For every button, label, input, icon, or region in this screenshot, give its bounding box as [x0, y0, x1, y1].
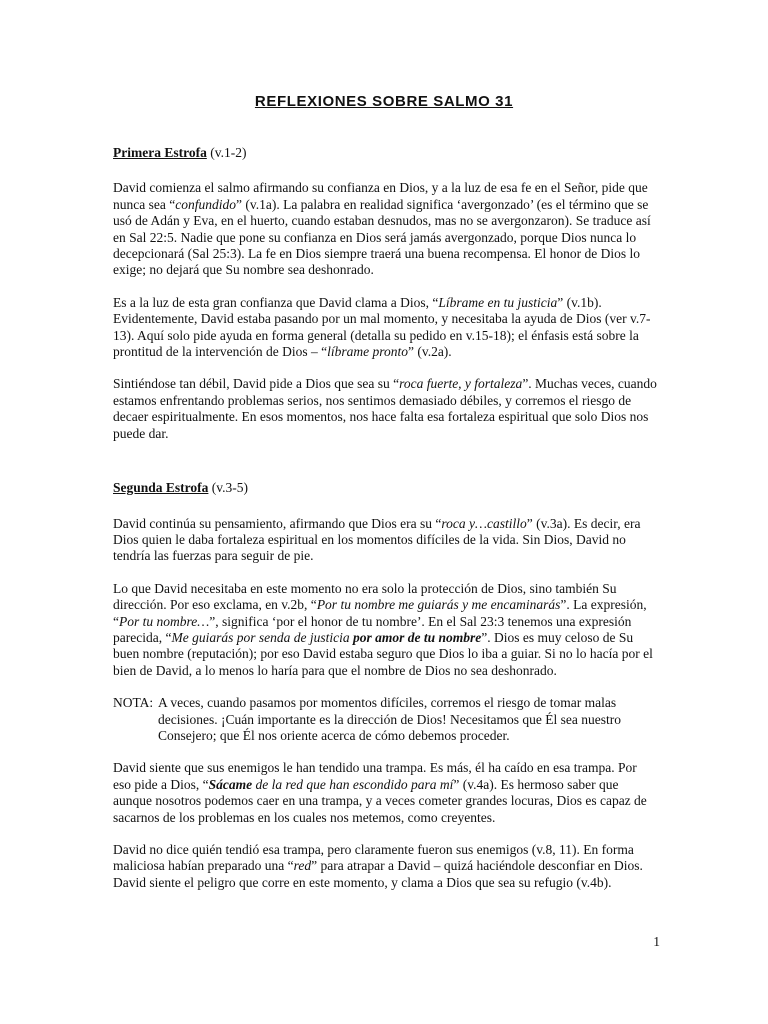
- text-run: ” (v.1a). La palabra en realidad significa ‘avergonzado’ (es el término que se usó de Adán y Eva, en el huerto, cuando estaban desnudos, mas no se avergonzaron). Se traduce así en Sal 22:5. Nadie que pone su confianza en Dios será jamás avergonzado, porque Dios nunca lo decepcionará (Sal 25:3). La fe en Dios siempre traerá una buena recompensa. El honor de Dios lo exige; no dejará que Su nombre sea deshonrado.: [113, 196, 651, 278]
- quote-text: roca y…castillo: [441, 515, 527, 531]
- paragraph: [113, 376, 658, 442]
- text-run: Sintiéndose tan débil, David pide a Dios que sea su “: [113, 376, 400, 392]
- quote-text: de la red que han escondido para mí: [252, 776, 454, 792]
- paragraph: [113, 581, 658, 679]
- text-run: ” (v.2a).: [407, 344, 452, 360]
- section-verses: (v.3-5): [208, 480, 249, 496]
- quote-text: Me guiarás por senda de justicia: [171, 629, 353, 645]
- paragraph: [113, 516, 658, 565]
- text-run: ” (v.4a). Es hermoso saber que aunque nosotros podemos caer en una trampa, y a veces cometer grandes locuras, Dios es capaz de sacarnos de los problemas en los cuales nos metemos, como creyentes.: [113, 776, 647, 825]
- note-block: [113, 695, 658, 744]
- quote-text: red: [293, 858, 312, 874]
- page-number: 1: [653, 934, 660, 949]
- quote-text: Líbrame en tu justicia: [438, 294, 558, 310]
- note-label: NOTA:: [113, 695, 154, 711]
- section-verses: (v.1-2): [206, 145, 247, 160]
- text-run: David no dice quién tendió esa trampa, pero claramente fueron sus enemigos (v.8, 11). En forma maliciosa habían preparado una “: [113, 842, 634, 874]
- quote-text: roca fuerte, y fortaleza: [399, 376, 523, 392]
- section-heading-label: Segunda Estrofa: [113, 480, 209, 496]
- paragraph: [113, 295, 658, 361]
- text-run: David continúa su pensamiento, afirmando que Dios era su “: [113, 515, 442, 531]
- section-heading-label: Primera Estrofa: [113, 145, 207, 160]
- quote-text: Por tu nombre me guiarás y me encaminarás: [316, 597, 561, 613]
- paragraph: [113, 760, 658, 826]
- emphasis-text: por amor de tu nombre: [352, 629, 482, 645]
- text-run: ”, significa ‘por el honor de tu nombre’. En el Sal 23:3 tenemos una expresión parecida, “: [113, 613, 632, 645]
- emphasis-text: Sácame: [208, 776, 253, 792]
- paragraph: [113, 842, 658, 891]
- quote-text: líbrame pronto: [327, 344, 408, 360]
- text-run: David siente que sus enemigos le han tendido una trampa. Es más, él ha caído en esa trampa. Por eso pide a Dios, “: [113, 760, 637, 792]
- text-run: ”. La expresión, “: [113, 597, 647, 629]
- text-run: Lo que David necesitaba en este momento no era solo la protección de Dios, sino también Su dirección. Por eso exclama, en v.2b, “: [113, 580, 617, 613]
- text-run: ” (v.3a). Es decir, era Dios quien le daba fortaleza espiritual en los momentos difíciles de la vida. Sin Dios, David no tendría las fuerzas para seguir de pie.: [113, 515, 641, 564]
- paragraph: [113, 180, 658, 278]
- text-run: ” para atrapar a David – quizá haciéndole desconfiar en Dios. David siente el peligro que corre en este momento, y clama a Dios que sea su refugio (v.4b).: [113, 858, 643, 890]
- section-heading-primera: [113, 145, 658, 161]
- text-run: ”. Dios es muy celoso de Su buen nombre (reputación); por eso David estaba seguro que Dios lo iba a guiar. Si no lo hacía por el bien de David, a lo menos lo haría para que el nombre de Dios no sea deshonrado.: [113, 629, 653, 678]
- text-run: ” (v.1b). Evidentemente, David estaba pasando por un mal momento, y necesitaba la ayuda de Dios (ver v.7-13). Aquí solo pide ayuda en forma general (detalla su pedido en v.15-18); el énfasis está sobre la prontitud de la intervención de Dios – “: [113, 294, 651, 360]
- text-run: Es a la luz de esta gran confianza que David clama a Dios, “: [113, 294, 439, 310]
- section-heading-segunda: [113, 480, 658, 496]
- page-title: REFLEXIONES SOBRE SALMO 31: [254, 93, 514, 110]
- note-text: A veces, cuando pasamos por momentos difíciles, corremos el riesgo de tomar malas decisiones. ¡Cuán importante es la dirección de Dios! Necesitamos que Él sea nuestro Consejero; que Él nos oriente acerca de cómo debemos proceder.: [158, 695, 621, 743]
- text-run: David comienza el salmo afirmando su confianza en Dios, y a la luz de esa fe en el Señor, pide que nunca sea “: [113, 180, 648, 212]
- document-body: [113, 145, 658, 907]
- quote-text: Por tu nombre…: [119, 613, 210, 629]
- section-spacer: [113, 458, 658, 480]
- quote-text: confundido: [175, 196, 236, 212]
- text-run: ”. Muchas veces, cuando estamos enfrentando problemas serios, nos sentimos demasiado débiles, y corremos el riesgo de decaer espiritualmente. En esos momentos, nos hace falta esa fortaleza espiritual que solo Dios nos puede dar.: [113, 376, 657, 441]
